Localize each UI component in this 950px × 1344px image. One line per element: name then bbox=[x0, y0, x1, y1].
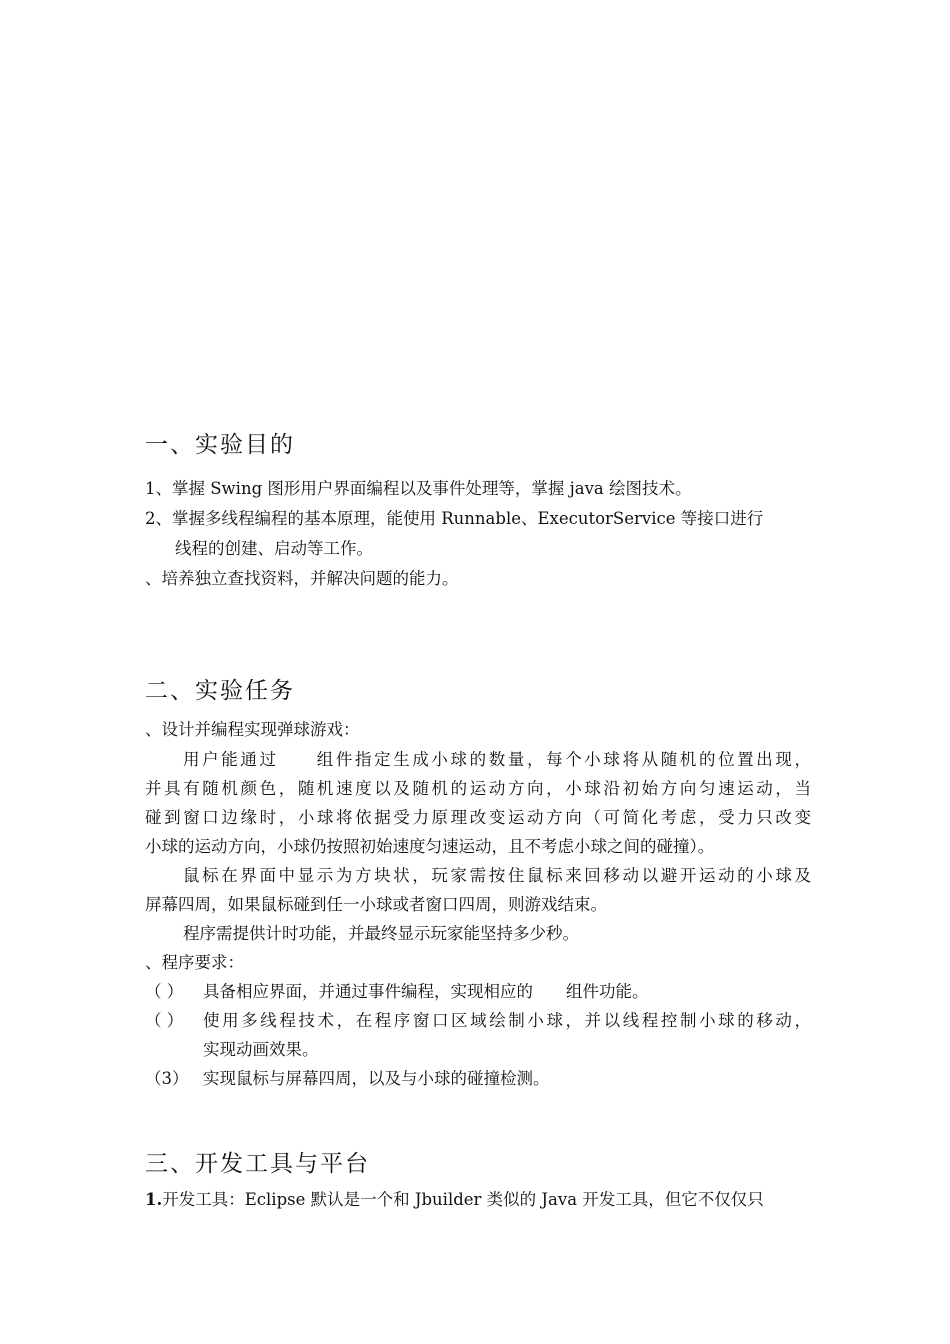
task-paragraph-1-line-3: 碰到窗口边缘时，小球将依据受力原理改变运动方向（可简化考虑，受力只改变 bbox=[145, 808, 811, 827]
task-title: 、设计并编程实现弹球游戏： bbox=[145, 720, 360, 739]
requirement-1-text: 具备相应界面，并通过事件编程，实现相应的 组件功能。 bbox=[203, 982, 649, 1001]
tools-item-text: 开发工具：Eclipse 默认是一个和 Jbuilder 类似的 Java 开发工具，但它不仅仅只 bbox=[162, 1190, 764, 1209]
requirement-2-cont: 实现动画效果。 bbox=[203, 1040, 319, 1059]
task-paragraph-1-line-4: 小球的运动方向，小球仍按照初始速度匀速运动，且不考虑小球之间的碰撞）。 bbox=[145, 837, 715, 856]
task-paragraph-2-line-2: 屏幕四周，如果鼠标碰到任一小球或者窗口四周，则游戏结束。 bbox=[145, 895, 607, 914]
requirement-2-text: 使用多线程技术，在程序窗口区域绘制小球，并以线程控制小球的移动， bbox=[203, 1011, 811, 1030]
task-paragraph-3: 程序需提供计时功能，并最终显示玩家能坚持多少秒。 bbox=[183, 924, 579, 943]
task-paragraph-2-line-1: 鼠标在界面中显示为方块状，玩家需按住鼠标来回移动以避开运动的小球及 bbox=[183, 866, 811, 885]
section-heading-tools: 三、开发工具与平台 bbox=[145, 1151, 370, 1177]
requirement-2-marker: （ ） bbox=[145, 1011, 184, 1030]
requirement-1-marker: （ ） bbox=[145, 982, 184, 1001]
task-paragraph-1-line-2: 并具有随机颜色，随机速度以及随机的运动方向，小球沿初始方向匀速运动，当 bbox=[145, 779, 811, 798]
objective-item-1: 1、掌握 Swing 图形用户界面编程以及事件处理等，掌握 java 绘图技术。 bbox=[145, 479, 692, 498]
section-heading-objectives: 一、实验目的 bbox=[145, 432, 295, 458]
requirement-3-text: 实现鼠标与屏幕四周，以及与小球的碰撞检测。 bbox=[203, 1069, 550, 1088]
requirement-3-marker: （3） bbox=[145, 1069, 189, 1088]
objective-item-2: 2、掌握多线程编程的基本原理，能使用 Runnable、ExecutorService 等接口进行 bbox=[145, 509, 764, 528]
objective-item-2-cont: 线程的创建、启动等工作。 bbox=[175, 539, 373, 558]
task-paragraph-1-line-1: 用户能通过 组件指定生成小球的数量，每个小球将从随机的位置出现， bbox=[183, 750, 811, 769]
tools-item-number: 1. bbox=[145, 1190, 163, 1209]
section-heading-tasks: 二、实验任务 bbox=[145, 678, 295, 704]
tools-item-1 bbox=[145, 1192, 764, 1209]
objective-item-3: 、培养独立查找资料，并解决问题的能力。 bbox=[145, 569, 459, 588]
requirements-title: 、程序要求： bbox=[145, 953, 244, 972]
